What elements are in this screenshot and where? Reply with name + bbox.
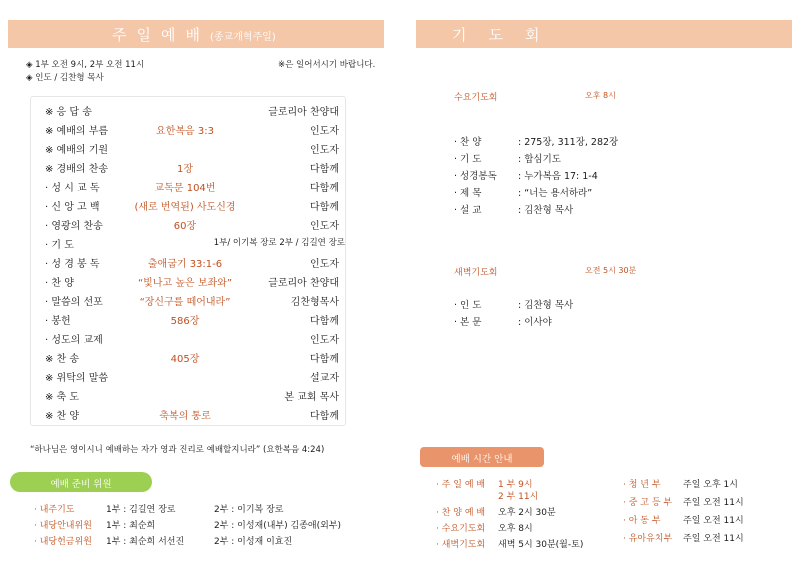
order-item-label: · 성 경 봉 독	[45, 259, 100, 270]
schedule-time: 1 부 9시	[498, 480, 533, 490]
dawn-prayer-title: 새벽기도회	[454, 268, 498, 278]
committee-role: · 내당안내위원	[34, 521, 92, 531]
order-row	[45, 271, 343, 290]
order-item-label: · 봉헌	[45, 316, 71, 327]
header-title-text: 주일예배	[112, 26, 210, 44]
prayer-detail-value: : 김찬형 목사	[518, 205, 574, 216]
order-row	[45, 366, 343, 385]
order-item-label: · 말씀의 선포	[45, 297, 103, 308]
prayer-detail-label: · 성경봉독	[454, 171, 497, 182]
order-item-label: ※ 축 도	[45, 392, 80, 403]
schedule-time: 오후 2시 30분	[498, 508, 556, 518]
schedule-pill: 예배 시간 안내	[420, 447, 544, 467]
order-item-label: · 기 도	[45, 240, 74, 251]
prayer-detail-value: : 275장, 311장, 282장	[518, 137, 619, 148]
prayer-detail-label: · 찬 양	[454, 137, 482, 148]
prayer-detail-label: · 설 교	[454, 205, 482, 216]
order-item-label: · 성 시 교 독	[45, 183, 100, 194]
wednesday-prayer-time: 오후 8시	[585, 91, 616, 100]
order-item-content: “빛나고 높은 보좌와”	[138, 278, 232, 289]
order-item-content: 60장	[173, 221, 197, 232]
order-item-content: 405장	[170, 354, 200, 365]
committee-first-service: 1부 : 최순희	[106, 521, 156, 531]
order-item-content: 586장	[170, 316, 200, 327]
prayer-detail-value: : 김찬형 목사	[518, 300, 574, 311]
order-row	[45, 404, 343, 423]
order-item-detail: 1부/ 이기복 장로 2부 / 김길연 장로	[213, 238, 345, 248]
left-header-bar	[8, 20, 384, 48]
order-row	[45, 100, 343, 119]
prayer-detail-value: : 누가복음 17: 1-4	[518, 171, 598, 182]
left-header-title	[112, 24, 276, 45]
schedule-label: · 새벽기도회	[436, 540, 486, 550]
order-row	[45, 385, 343, 404]
order-item-leader: 다함께	[310, 354, 339, 365]
committee-first-service: 1부 : 최순희 서선진	[106, 537, 185, 547]
schedule-label: · 중 고 등 부	[623, 498, 673, 508]
order-item-content: “장신구를 떼어내라”	[139, 297, 231, 308]
services-info: ◈ 1부 오전 9시, 2부 오전 11시	[26, 60, 145, 70]
order-item-label: ※ 예배의 부름	[45, 126, 109, 137]
order-item-content: 요한복음 3:3	[156, 126, 214, 137]
order-item-leader: 글로리아 찬양대	[268, 278, 339, 289]
header-subtitle: (종교개혁주일)	[209, 32, 276, 43]
committee-role: · 내주기도	[34, 505, 75, 515]
order-item-leader: 인도자	[310, 221, 339, 232]
committee-role: · 내당헌금위원	[34, 537, 92, 547]
order-item-leader: 다함께	[310, 411, 339, 422]
order-row	[45, 309, 343, 328]
wednesday-prayer-title: 수요기도회	[454, 93, 498, 103]
order-item-label: ※ 위탁의 말씀	[45, 373, 109, 384]
scripture-verse: “하나님은 영이시니 예배하는 자가 영과 진리로 예배할지니라” (요한복음 4:24)	[30, 445, 325, 455]
order-item-content: (새로 번역된) 사도신경	[134, 202, 236, 213]
order-item-content: 1장	[176, 164, 194, 175]
prayer-detail-value: : 이사야	[518, 317, 552, 328]
right-header-title: 기도회	[452, 26, 562, 44]
order-item-leader: 글로리아 찬양대	[268, 107, 339, 118]
order-item-label: ※ 찬 송	[45, 354, 80, 365]
order-item-leader: 설교자	[310, 373, 339, 384]
schedule-time: 주일 오전 11시	[683, 498, 744, 508]
order-row	[45, 347, 343, 366]
order-row	[45, 233, 343, 252]
schedule-time: 주일 오후 1시	[683, 480, 738, 490]
prayer-detail-label: · 본 문	[454, 317, 482, 328]
schedule-label: · 유아유치부	[623, 534, 673, 544]
schedule-label: · 아 동 부	[623, 516, 661, 526]
committee-second-service: 2부 : 이기복 장로	[214, 505, 284, 515]
schedule-time: 2 부 11시	[498, 492, 539, 502]
order-item-label: ※ 찬 양	[45, 411, 80, 422]
order-item-label: · 찬 양	[45, 278, 74, 289]
order-row	[45, 157, 343, 176]
order-row	[45, 119, 343, 138]
order-item-leader: 인도자	[310, 335, 339, 346]
order-item-label: · 영광의 찬송	[45, 221, 103, 232]
order-item-label: · 신 앙 고 백	[45, 202, 100, 213]
order-item-leader: 인도자	[310, 259, 339, 270]
schedule-label: · 청 년 부	[623, 480, 661, 490]
order-item-label: ※ 응 답 송	[45, 107, 92, 118]
order-row	[45, 252, 343, 271]
order-item-leader: 다함께	[310, 164, 339, 175]
order-item-leader: 다함께	[310, 183, 339, 194]
order-item-leader: 김찬형목사	[290, 297, 339, 308]
order-item-label: ※ 예배의 기원	[45, 145, 109, 156]
order-item-label: · 성도의 교제	[45, 335, 103, 346]
right-header-bar	[416, 20, 792, 48]
schedule-label: · 주 일 예 배	[436, 480, 486, 490]
order-row	[45, 214, 343, 233]
order-item-content: 교독문 104번	[154, 183, 216, 194]
prayer-detail-label: · 인 도	[454, 300, 482, 311]
order-item-content: 축복의 통로	[159, 411, 211, 422]
order-item-leader: 본 교회 목사	[284, 392, 339, 403]
schedule-label: · 찬 양 예 배	[436, 508, 486, 518]
stand-note: ※은 일어서시기 바랍니다.	[278, 60, 376, 70]
order-item-label: ※ 경배의 찬송	[45, 164, 109, 175]
order-item-leader: 인도자	[310, 145, 339, 156]
order-row	[45, 290, 343, 309]
schedule-time: 새벽 5시 30분(월-토)	[498, 540, 584, 550]
schedule-time: 주일 오전 11시	[683, 534, 744, 544]
order-row	[45, 195, 343, 214]
order-row	[45, 176, 343, 195]
schedule-time: 주일 오전 11시	[683, 516, 744, 526]
committee-second-service: 2부 : 이성재 이효진	[214, 537, 293, 547]
prayer-detail-value: : “너는 용서하라”	[518, 188, 593, 199]
order-item-content: 출애굽기 33:1-6	[147, 259, 223, 270]
order-item-leader: 인도자	[310, 126, 339, 137]
prayer-detail-label: · 제 목	[454, 188, 482, 199]
order-item-leader: 다함께	[310, 202, 339, 213]
committee-first-service: 1부 : 김길연 장로	[106, 505, 176, 515]
prayer-detail-label: · 기 도	[454, 154, 482, 165]
committee-second-service: 2부 : 이성재(내부) 김종애(외부)	[214, 521, 342, 531]
order-row	[45, 138, 343, 157]
dawn-prayer-time: 오전 5시 30분	[585, 266, 637, 275]
order-item-leader: 다함께	[310, 316, 339, 327]
committee-pill: 예배 준비 위원	[10, 472, 152, 492]
schedule-label: · 수요기도회	[436, 524, 486, 534]
order-row	[45, 328, 343, 347]
schedule-time: 오후 8시	[498, 524, 533, 534]
leader-info: ◈ 인도 / 김찬형 목사	[26, 73, 104, 83]
prayer-detail-value: : 합심기도	[518, 154, 561, 165]
